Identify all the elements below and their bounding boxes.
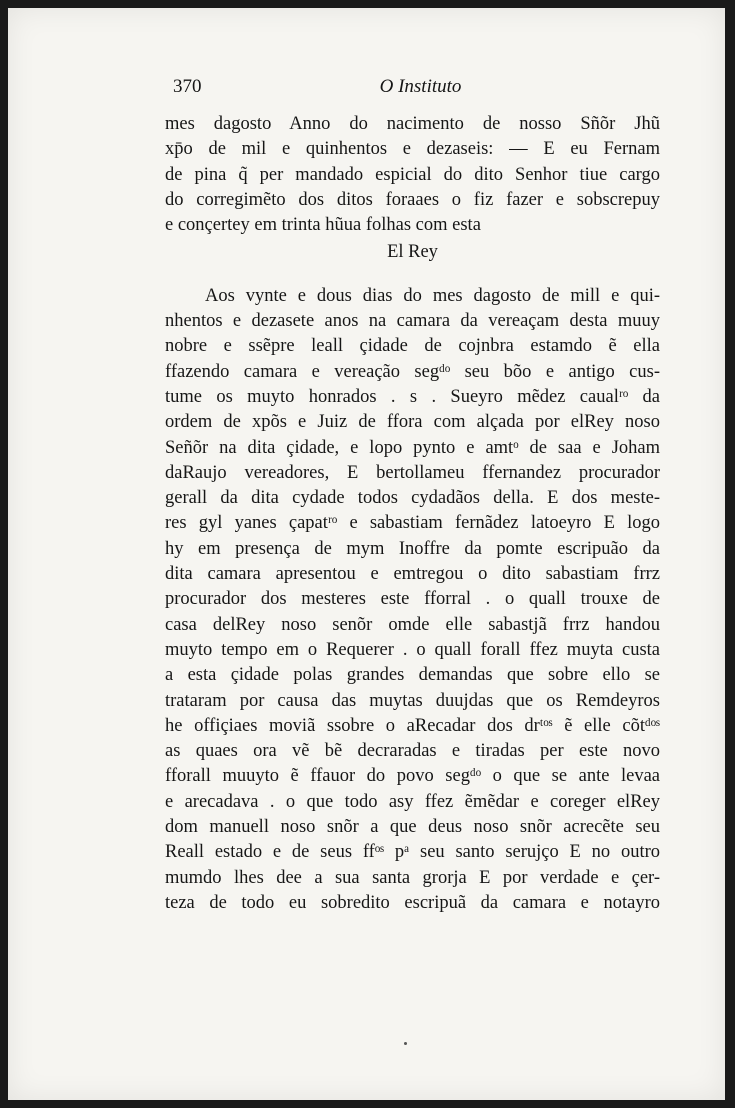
text-line: e arecadava . o que todo asy ffez ẽmẽdar e coreger elRey — [165, 791, 660, 812]
text-line: do corregimẽto dos ditos foraaes o fiz fazer e sobscrepuy — [165, 189, 660, 210]
text-line: fforall muuyto ẽ ffauor do povo segᵈᵒ o que se ante levaa — [165, 766, 660, 787]
text-line: he offiçiaes moviã ssobre o aRecadar dos drᵗᵒˢ ẽ elle cõtᵈᵒˢ — [165, 715, 660, 736]
text-line: res gyl yanes çapatʳᵒ e sabastiam fernãdez latoeyro E logo — [165, 513, 660, 534]
text-line: Aos vynte e dous dias do mes dagosto de mill e qui- — [205, 285, 660, 306]
text-line: e conçertey em trinta hũua folhas com esta — [165, 215, 481, 236]
text-line: mes dagosto Anno do nacimento de nosso Sñõr Jhũ — [165, 114, 660, 134]
text-line: mumdo lhes dee a sua santa grorja E por verdade e çer- — [165, 867, 660, 888]
text-line: dita camara apresentou e emtregou o dito sabastiam frrz — [165, 564, 660, 585]
text-line: casa delRey noso senõr omde elle sabastjã frrz handou — [165, 614, 660, 635]
ink-spot — [404, 1042, 407, 1045]
text-line: muyto tempo em o Requerer . o quall forall ffez muyta custa — [165, 639, 660, 660]
text-line: dom manuell noso snõr a que deus noso snõr acrecẽte seu — [165, 817, 660, 838]
text-line: gerall da dita cydade todos cydadãos della. E dos meste- — [165, 488, 660, 509]
page-number: 370 — [173, 76, 202, 97]
text-line: tume os muyto honrados . s . Sueyro mẽdez caualʳᵒ da — [165, 386, 660, 407]
text-line: xp̄o de mil e quinhentos e dezaseis: — E eu Fernam — [165, 139, 660, 160]
text-line: ordem de xpõs e Juiz de ffora com alçada por elRey noso — [165, 412, 660, 433]
running-title: O Instituto — [379, 76, 462, 97]
text-line: ffazendo camara e vereação segᵈᵒ seu bõo e antigo cus- — [165, 361, 660, 382]
text-line: nhentos e dezasete anos na camara da vereaçam desta muuy — [165, 311, 660, 332]
text-line: daRaujo vereadores, E bertollameu ffernandez procurador — [165, 462, 660, 483]
text-line: nobre e ssẽpre leall çidade de cojnbra estamdo ẽ ella — [165, 336, 660, 357]
text-line: hy em presença de mym Inoffre da pomte escripuão da — [165, 538, 660, 559]
text-line: a esta çidade polas grandes demandas que sobre ello se — [165, 665, 660, 686]
text-line: Reall estado e de seus ffᵒˢ pᵃ seu santo serujço E no outro — [165, 842, 660, 863]
text-line: trataram por causa das muytas duujdas que os Remdeyros — [165, 690, 660, 711]
signature-el-rey: El Rey — [387, 242, 438, 263]
page-header — [173, 76, 668, 102]
body-text — [165, 112, 660, 916]
text-line: teza de todo eu sobredito escripuã da camara e notayro — [165, 892, 660, 913]
text-line: Señõr na dita çidade, e lopo pynto e amtᵒ de saa e Joham — [165, 437, 660, 458]
text-line: as quaes ora vẽ bẽ decraradas e tiradas per este novo — [165, 741, 660, 762]
paragraph-1 — [165, 112, 660, 238]
text-line: de pina q̃ per mandado espicial do dito Senhor tiue cargo — [165, 164, 660, 185]
paragraph-2 — [165, 284, 660, 916]
text-line: procurador dos mesteres este fforral . o quall trouxe de — [165, 589, 660, 610]
